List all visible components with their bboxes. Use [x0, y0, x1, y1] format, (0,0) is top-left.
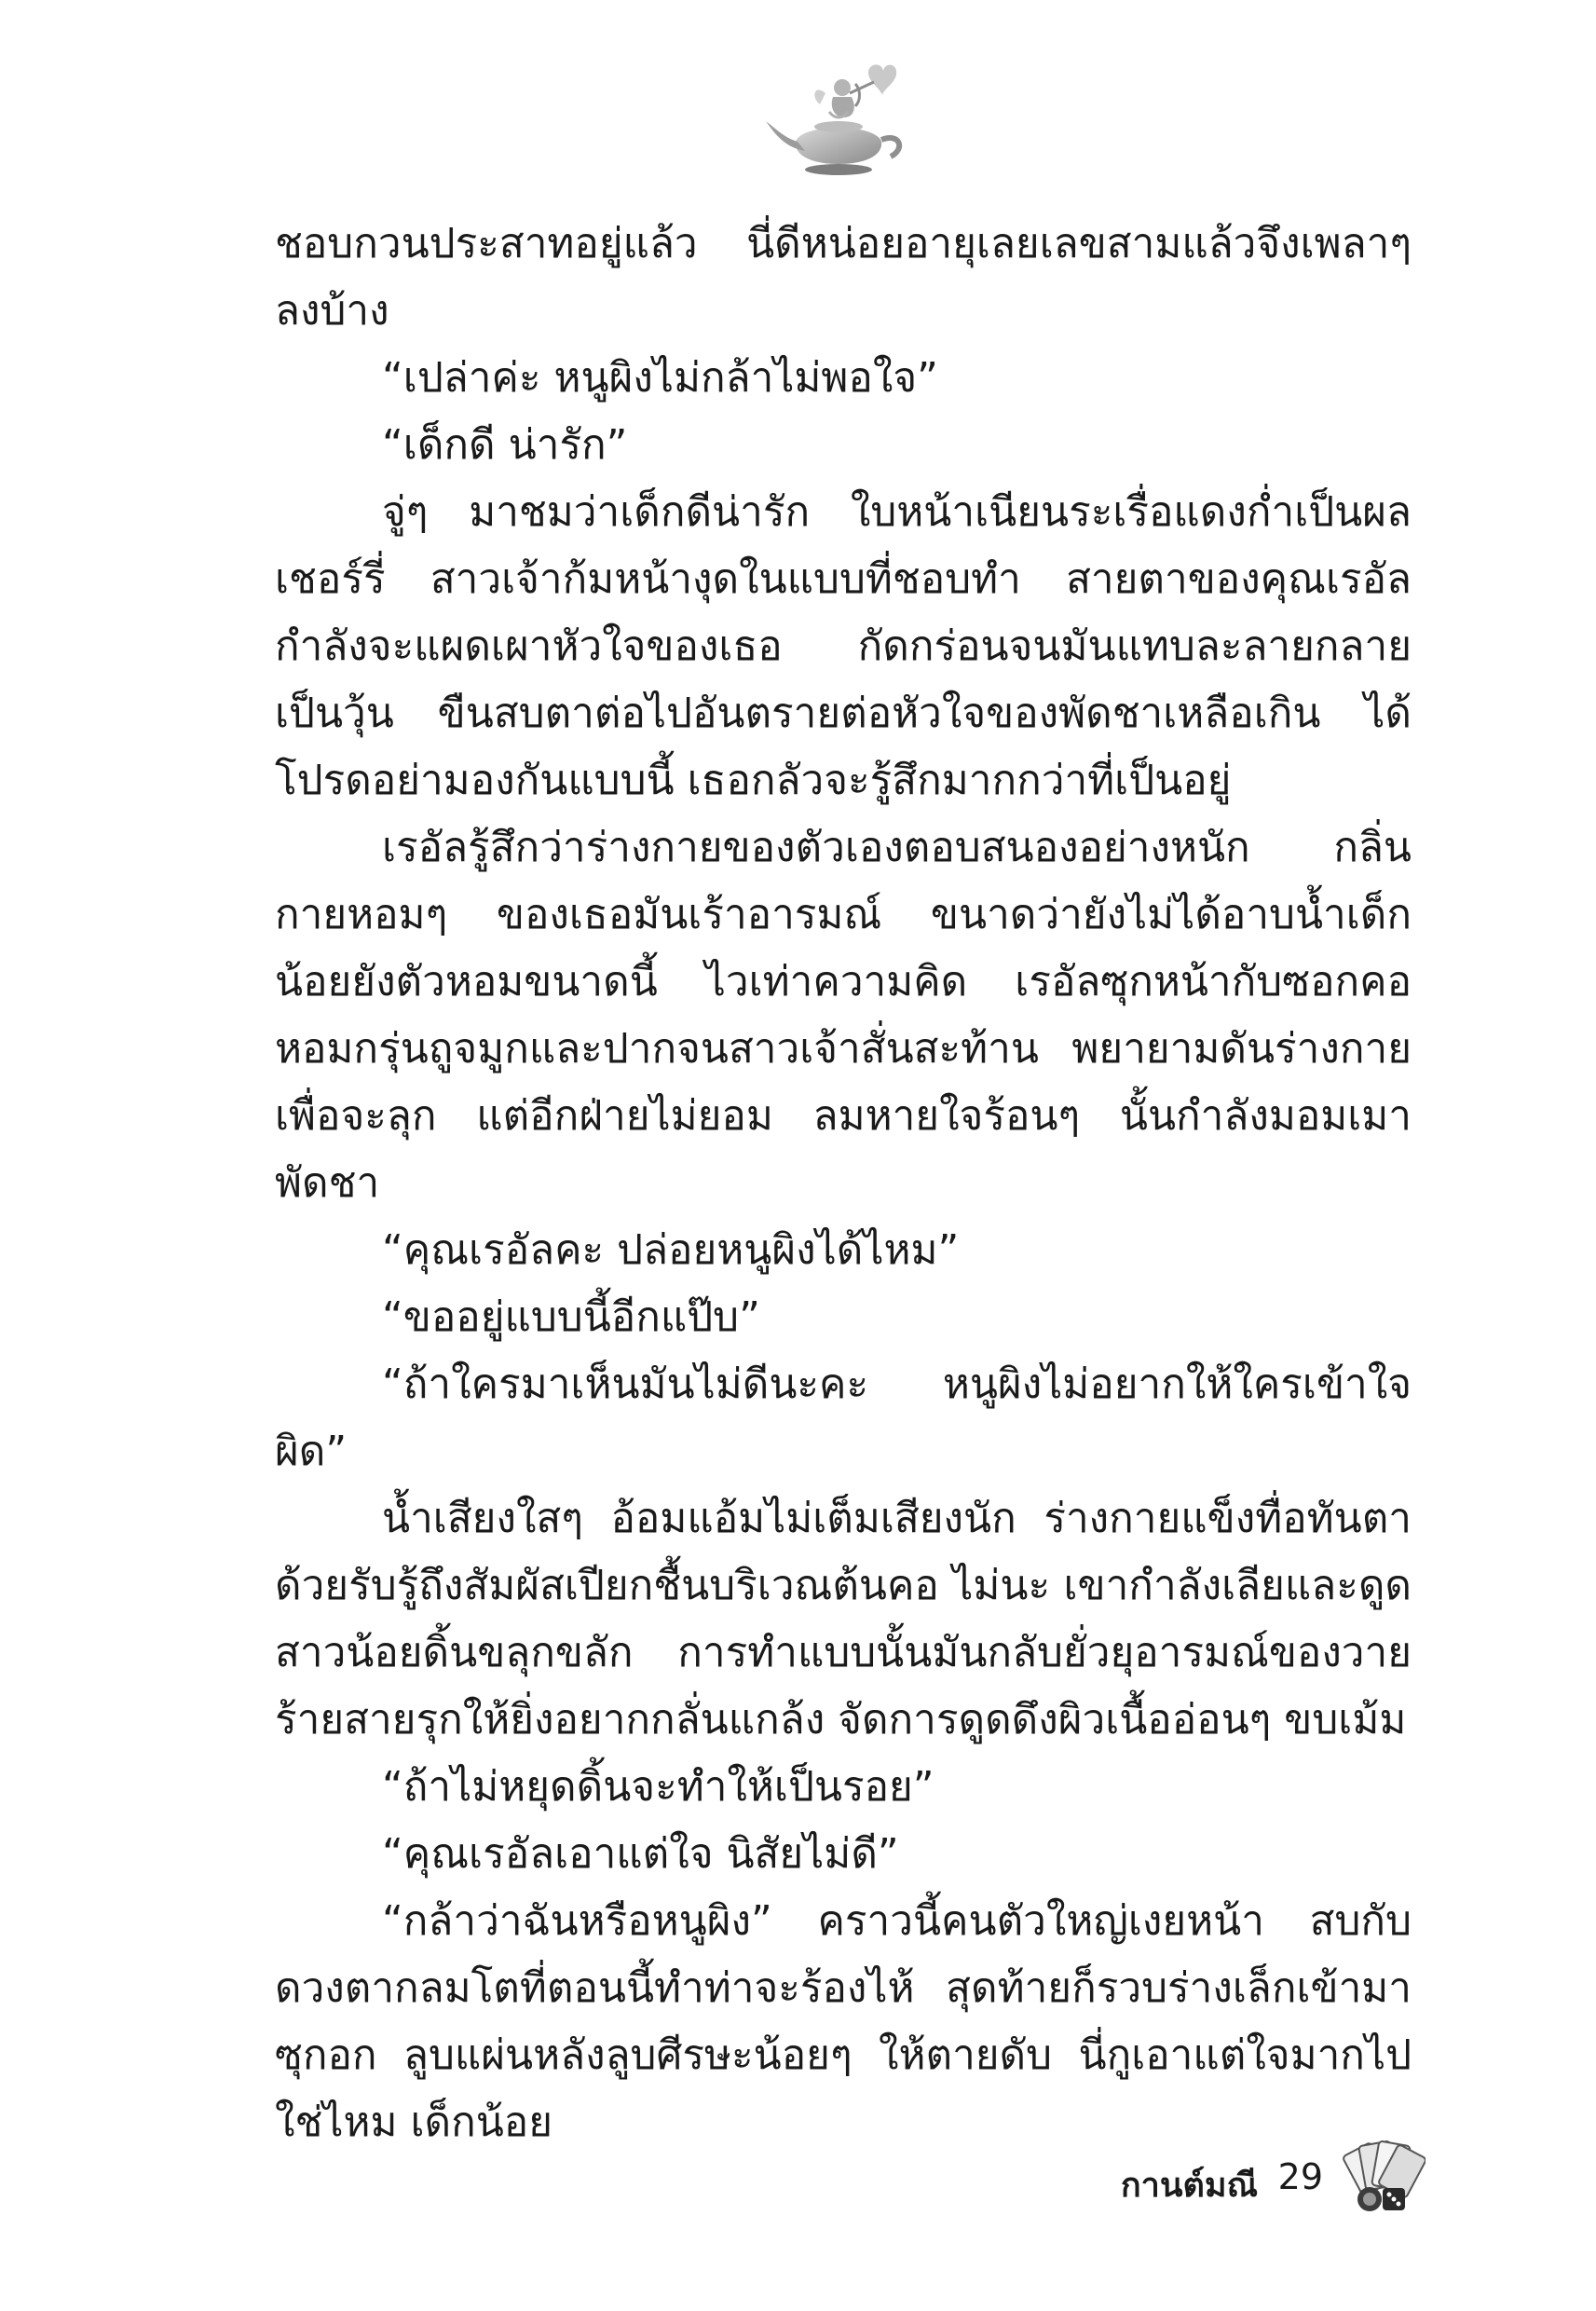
book-title: กานต์มณี: [1120, 2167, 1258, 2205]
paragraph: เรอัลรู้สึกว่าร่างกายของตัวเองตอบสนองอย่างหนัก กลิ่นกายหอมๆ ของเธอมันเร้าอารมณ์ ขนาดว่ายังไม่ได้อาบน้ำเด็กน้อยยังตัวหอมขนาดนี้ ไวเท่าความคิด เรอัลซุกหน้ากับซอกคอหอมกรุ่นถูจมูกและปากจนสาวเจ้าสั่นสะท้าน พยายามดันร่างกายเพื่อจะลุก แต่อีกฝ่ายไม่ยอม ลมหายใจร้อนๆ นั้นกำลังมอมเมาพัดชา: [275, 824, 1412, 1207]
dialogue-line: “คุณเรอัลเอาแต่ใจ นิสัยไม่ดี”: [382, 1830, 899, 1878]
dialogue-line: “ขออยู่แบบนี้อีกแป๊บ”: [382, 1293, 760, 1341]
page-number: 29: [1277, 2156, 1323, 2197]
dialogue-line: “เด็กดี น่ารัก”: [382, 421, 628, 469]
paragraph: ชอบกวนประสาทอยู่แล้ว นี่ดีหน่อยอายุเลยเลขสามแล้วจึงเพลาๆ ลงบ้าง: [275, 220, 1412, 335]
paragraph: น้ำเสียงใสๆ อ้อมแอ้มไม่เต็มเสียงนัก ร่างกายแข็งทื่อทันตาด้วยรับรู้ถึงสัมผัสเปียกชื้นบริเวณต้นคอ ไม่นะ เขากำลังเลียและดูดสาวน้อยดิ้นขลุกขลัก การทำแบบนั้นมันกลับยั่วยุอารมณ์ของวายร้ายสายรุกให้ยิ่งอยากกลั่นแกล้ง จัดการดูดดึงผิวเนื้ออ่อนๆ ขบเม้ม: [275, 1495, 1412, 1744]
paragraph: “กล้าว่าฉันหรือหนูผิง” คราวนี้คนตัวใหญ่เงยหน้า สบกับดวงตากลมโตที่ตอนนี้ทำท่าจะร้องไห้ สุดท้ายก็รวบร่างเล็กเข้ามาซุกอก ลูบแผ่นหลังลูบศีรษะน้อยๆ ให้ตายดับ นี่กูเอาแต่ใจมากไปใช่ไหม เด็กน้อย: [275, 1897, 1412, 2146]
page-footer: [1071, 2134, 1444, 2227]
dialogue-line: “คุณเรอัลคะ ปล่อยหนูผิงได้ไหม”: [382, 1226, 960, 1274]
playing-cards-dice-icon: [1332, 2134, 1425, 2218]
dialogue-line: “ถ้าใครมาเห็นมันไม่ดีนะคะ หนูผิงไม่อยากให้ใครเข้าใจผิด”: [275, 1361, 1412, 1475]
dialogue-line: “เปล่าค่ะ หนูผิงไม่กล้าไม่พอใจ”: [382, 354, 938, 402]
body-text: [275, 211, 1412, 2156]
dialogue-line: “ถ้าไม่หยุดดิ้นจะทำให้เป็นรอย”: [382, 1763, 934, 1811]
cupid-teapot-icon: [764, 56, 913, 186]
paragraph: จู่ๆ มาชมว่าเด็กดีน่ารัก ใบหน้าเนียนระเรื่อแดงก่ำเป็นผลเชอร์รี่ สาวเจ้าก้มหน้างุดในแบบที่ชอบทำ สายตาของคุณเรอัลกำลังจะแผดเผาหัวใจของเธอ กัดกร่อนจนมันแทบละลายกลายเป็นวุ้น ขืนสบตาต่อไปอันตรายต่อหัวใจของพัดชาเหลือเกิน ได้โปรดอย่ามองกันแบบนี้ เธอกลัวจะรู้สึกมากกว่าที่เป็นอยู่: [275, 488, 1412, 804]
